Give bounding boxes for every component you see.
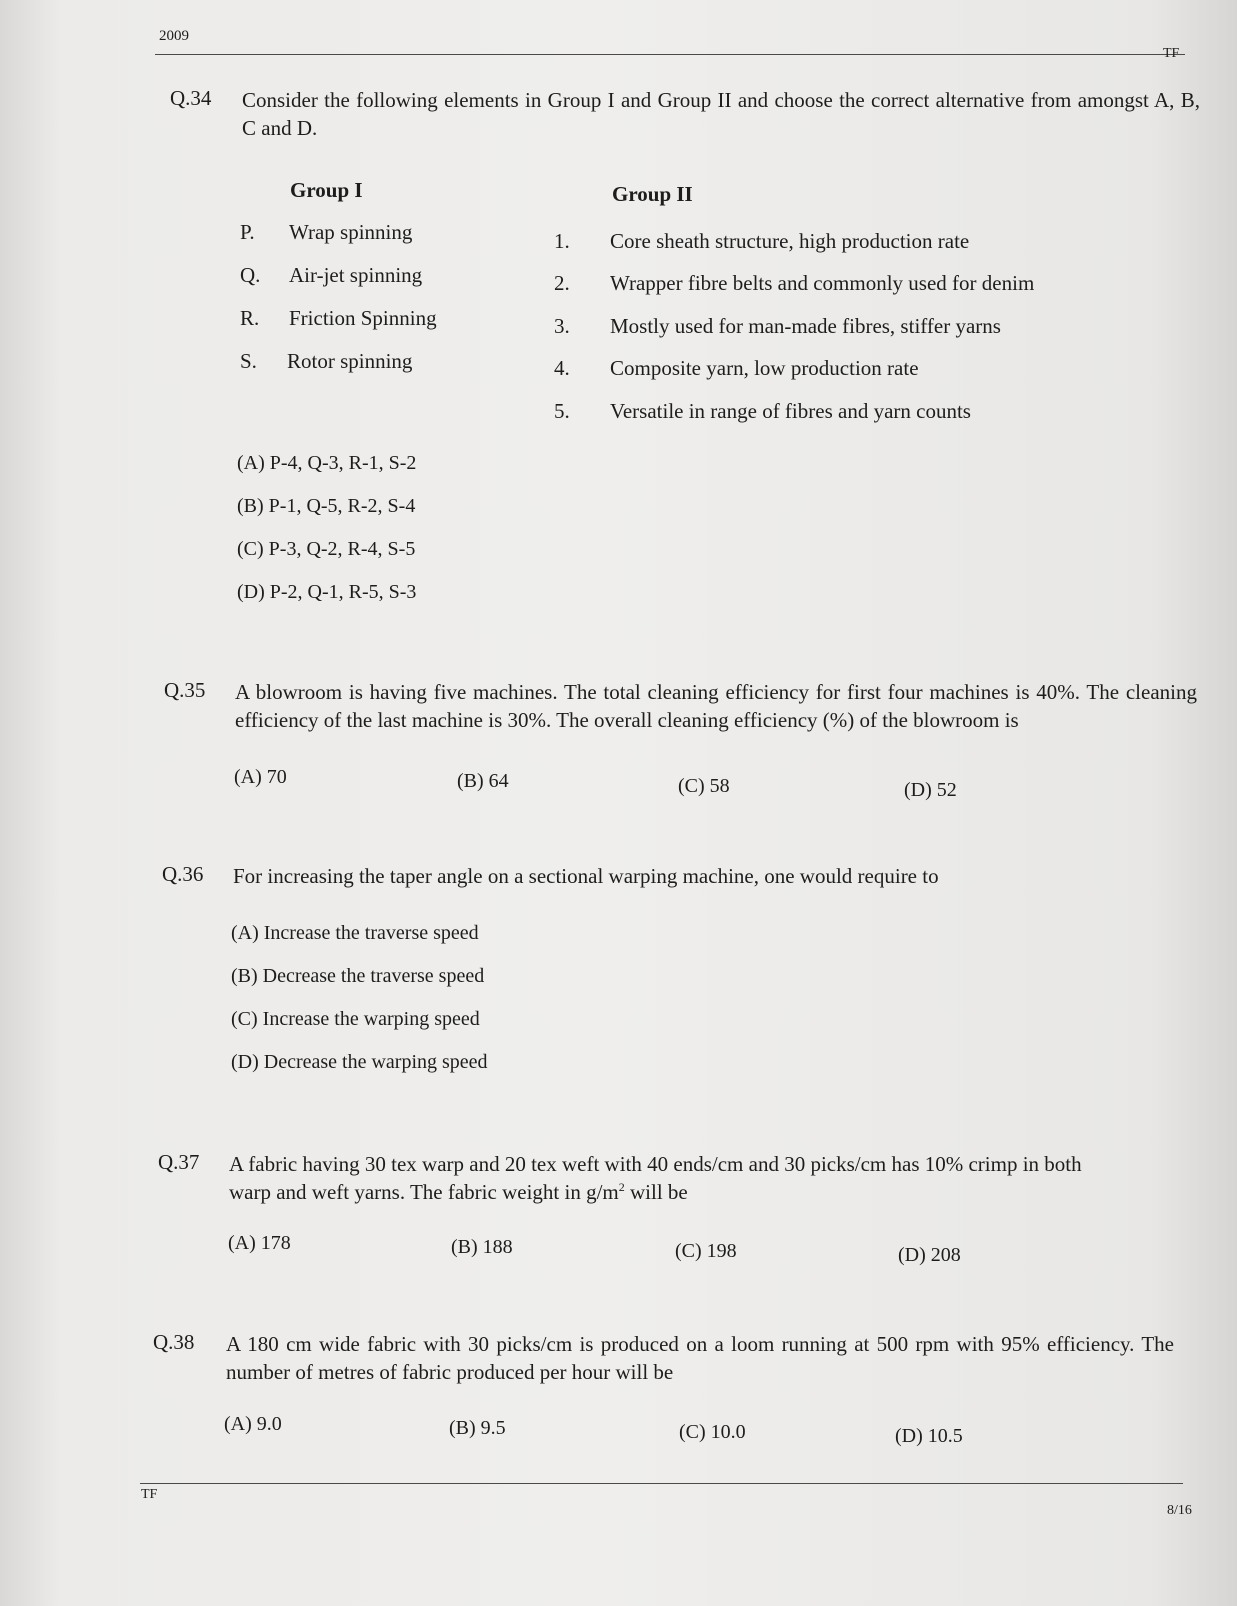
- q36-text: For increasing the taper angle on a sectional warping machine, one would require to: [233, 864, 939, 888]
- q34-g2-num-3: 3.: [554, 314, 570, 338]
- q34-g1-letter-q: Q.: [240, 263, 261, 287]
- q37-text-line1: A fabric having 30 tex warp and 20 tex weft with 40 ends/cm and 30 picks/cm has 10% crimp in both: [229, 1152, 1082, 1176]
- q35-option-a: (A) 70: [234, 766, 287, 788]
- q34-g1-text-r: Friction Spinning: [289, 306, 437, 330]
- footer-paper-code: TF: [141, 1487, 158, 1502]
- q34-g2-num-5: 5.: [554, 399, 570, 423]
- q36-number: Q.36: [162, 862, 204, 886]
- q36-option-b: (B) Decrease the traverse speed: [231, 965, 485, 987]
- q34-g2-text-2: Wrapper fibre belts and commonly used for denim: [610, 271, 1035, 295]
- q38-option-b: (B) 9.5: [449, 1417, 506, 1439]
- q37-option-d: (D) 208: [898, 1244, 961, 1266]
- q34-text: Consider the following elements in Group I and Group II and choose the correct alternative from amongst A, B, C and D.: [242, 88, 1200, 140]
- q34-g2-text-4: Composite yarn, low production rate: [610, 356, 919, 380]
- q34-g1-text-p: Wrap spinning: [289, 220, 413, 244]
- q34-g2-num-2: 2.: [554, 271, 570, 295]
- q35-text: A blowroom is having five machines. The total cleaning efficiency for first four machines is 40%. The cleaning efficiency of the last machine is 30%. The overall cleaning efficiency (%) of the blowroom is: [235, 680, 1197, 732]
- q34-number: Q.34: [170, 86, 212, 110]
- q37-number: Q.37: [158, 1150, 200, 1174]
- q34-option-c: (C) P-3, Q-2, R-4, S-5: [237, 538, 416, 560]
- q36-option-a: (A) Increase the traverse speed: [231, 922, 479, 944]
- q34-g2-num-4: 4.: [554, 356, 570, 380]
- q37-text-line2-sup: 2: [618, 1180, 625, 1194]
- q34-g2-text-1: Core sheath structure, high production rate: [610, 229, 970, 253]
- q36-option-d: (D) Decrease the warping speed: [231, 1051, 488, 1073]
- q38-option-d: (D) 10.5: [895, 1425, 963, 1447]
- q34-group1-title: Group I: [290, 178, 363, 202]
- q37-text-line2: [229, 1178, 1209, 1206]
- q38-number: Q.38: [153, 1330, 195, 1354]
- q34-g2-num-1: 1.: [554, 229, 570, 253]
- q34-option-a: (A) P-4, Q-3, R-1, S-2: [237, 452, 417, 474]
- q34-g1-text-q: Air-jet spinning: [289, 263, 423, 287]
- q34-g2-text-3: Mostly used for man-made fibres, stiffer yarns: [610, 314, 1001, 338]
- q38-option-c: (C) 10.0: [679, 1421, 746, 1443]
- q35-option-c: (C) 58: [678, 775, 730, 797]
- q35-option-b: (B) 64: [457, 770, 509, 792]
- q34-g1-letter-s: S.: [240, 349, 257, 373]
- footer-page-number: 8/16: [1167, 1503, 1192, 1518]
- q37-text-line2-pre: warp and weft yarns. The fabric weight in g/m: [229, 1180, 619, 1204]
- q35-option-d: (D) 52: [904, 779, 957, 801]
- q38-text: A 180 cm wide fabric with 30 picks/cm is produced on a loom running at 500 rpm with 95% efficiency. The number of metres of fabric produced per hour will be: [226, 1332, 1174, 1384]
- q37-option-b: (B) 188: [451, 1236, 513, 1258]
- q34-option-b: (B) P-1, Q-5, R-2, S-4: [237, 495, 416, 517]
- header-year: 2009: [159, 28, 189, 44]
- header-rule: [155, 54, 1185, 55]
- q38-option-a: (A) 9.0: [224, 1413, 282, 1435]
- q37-text-line2-post: will be: [624, 1180, 688, 1204]
- q34-g1-letter-r: R.: [240, 306, 260, 330]
- q34-option-d: (D) P-2, Q-1, R-5, S-3: [237, 581, 417, 603]
- q34-g1-text-s: Rotor spinning: [287, 349, 413, 373]
- q37-option-c: (C) 198: [675, 1240, 737, 1262]
- q36-option-c: (C) Increase the warping speed: [231, 1008, 480, 1030]
- header-paper-code: TF: [1163, 46, 1180, 61]
- q34-group2-title: Group II: [612, 182, 693, 206]
- q37-option-a: (A) 178: [228, 1232, 291, 1254]
- footer-rule: [140, 1483, 1183, 1484]
- q34-g2-text-5: Versatile in range of fibres and yarn counts: [610, 399, 971, 423]
- q35-number: Q.35: [164, 678, 206, 702]
- q34-g1-letter-p: P.: [240, 220, 255, 244]
